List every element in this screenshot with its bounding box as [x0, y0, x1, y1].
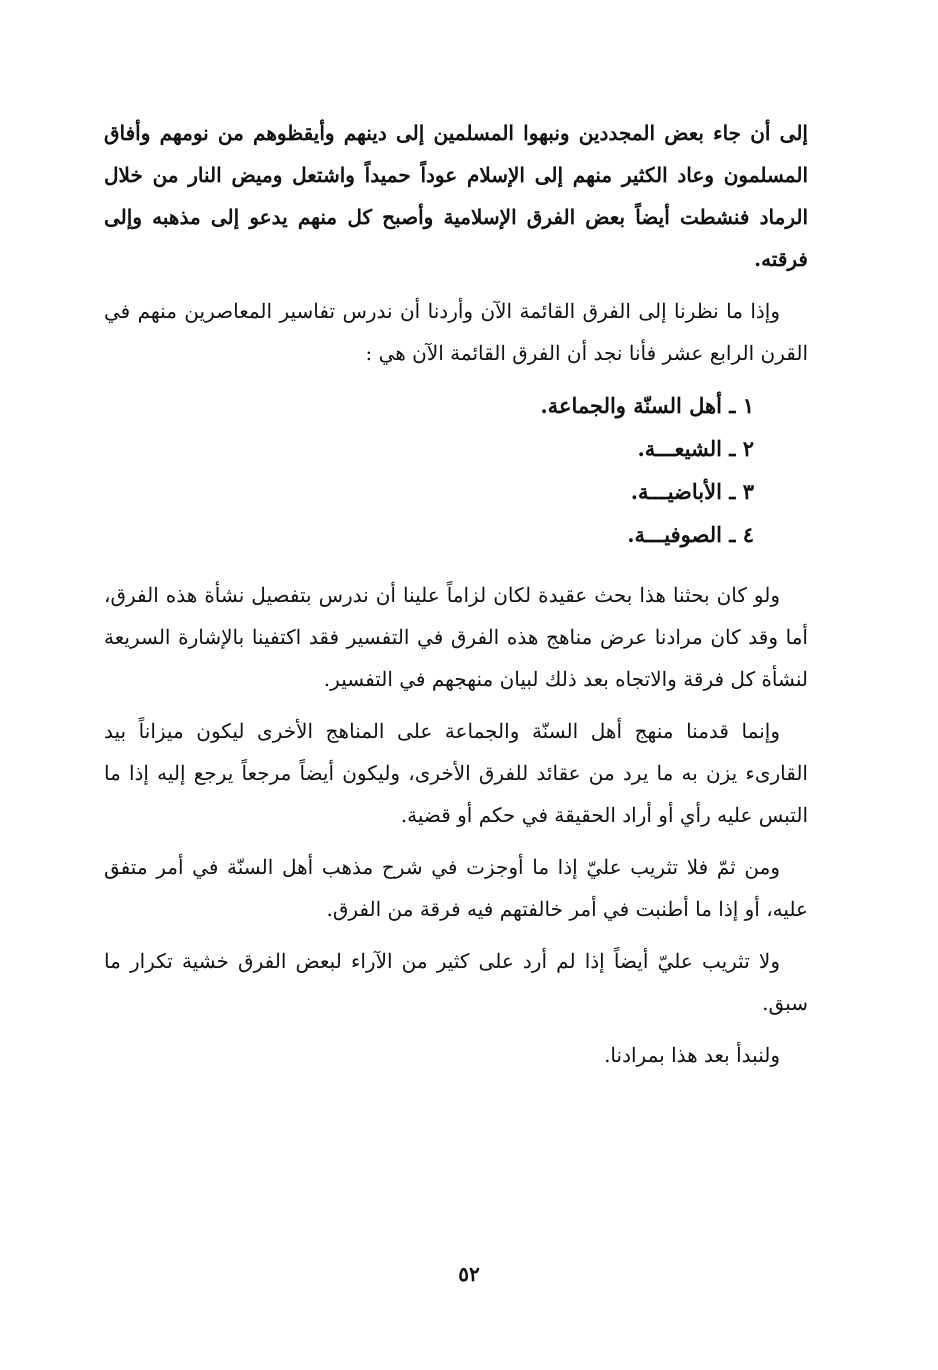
sects-list: [104, 384, 808, 556]
page-body: [104, 112, 808, 1312]
list-item: ٢ ـ الشيعـــة.: [637, 436, 754, 461]
paragraph-1: إلى أن جاء بعض المجددين ونبهوا المسلمين إلى دينهم وأيقظوهم من نومهم وأفاق المسلمون وعاد الكثير منهم إلى الإسلام عوداً حميداً واشتعل وميض النار من خلال الرماد فنشطت أيضاً بعض الفرق الإسلامية وأصبح كل منهم يدعو إلى مذهبه وإلى فرقته.: [104, 121, 808, 271]
list-item: ٣ ـ الأباضيـــة.: [630, 479, 754, 504]
list-item: ٤ ـ الصوفيـــة.: [627, 522, 754, 547]
paragraph-4: وإنما قدمنا منهج أهل السنّة والجماعة على المناهج الأخرى ليكون ميزاناً بيد القارىء يزن به ما يرد من عقائد للفرق الأخرى، وليكون أيضاً مرجعاً يرجع إليه إذا ما التبس عليه رأي أو أراد الحقيقة في حكم أو قضية.: [104, 719, 808, 827]
list-item: ١ ـ أهل السنّة والجماعة.: [540, 393, 754, 418]
page-number: ٥٢: [458, 1262, 480, 1286]
paragraph-7: ولنبدأ بعد هذا بمرادنا.: [604, 1043, 780, 1067]
paragraph-6: ولا تثريب عليّ أيضاً إذا لم أرد على كثير من الآراء لبعض الفرق خشية تكرار ما سبق.: [104, 949, 808, 1015]
paragraph-2: وإذا ما نظرنا إلى الفرق القائمة الآن وأردنا أن ندرس تفاسير المعاصرين منهم في القرن الرابع عشر فأنا نجد أن الفرق القائمة الآن هي :: [104, 299, 808, 365]
paragraph-3: ولو كان بحثنا هذا بحث عقيدة لكان لزاماً علينا أن ندرس بتفصيل نشأة هذه الفرق، أما وقد كان مرادنا عرض مناهج هذه الفرق في التفسير فقد اكتفينا بالإشارة السريعة لنشأة كل فرقة والاتجاه بعد ذلك لبيان منهجهم في التفسير.: [104, 583, 808, 691]
paragraph-5: ومن ثمّ فلا تثريب عليّ إذا ما أوجزت في شرح مذهب أهل السنّة في أمر متفق عليه، أو إذا ما أطنبت في أمر خالفتهم فيه فرقة من الفرق.: [104, 855, 808, 921]
